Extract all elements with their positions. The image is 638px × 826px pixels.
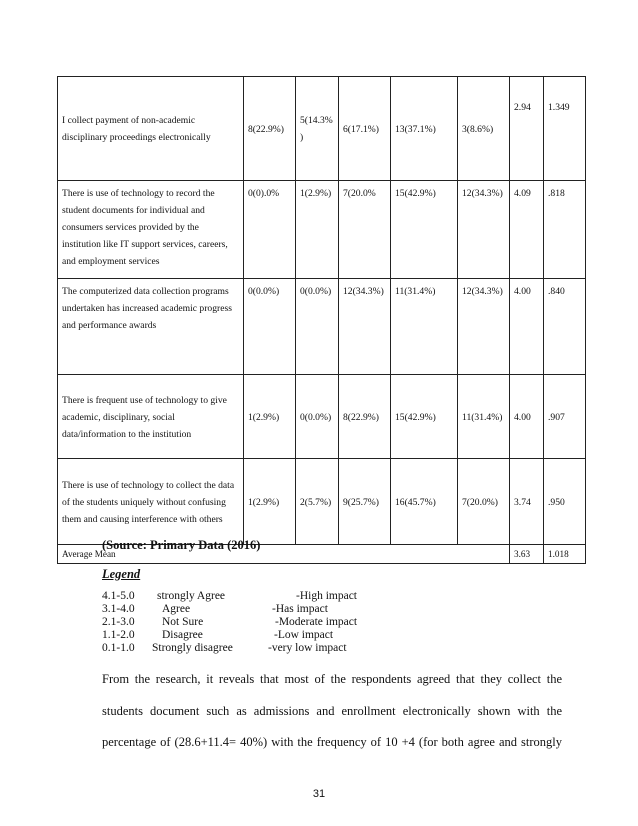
not-sure-cell: 12(34.3%) [339,279,391,375]
statement-cell: There is use of technology to collect the data of the students uniquely without confusing them and causing interference with others [58,459,244,545]
table-row [58,459,586,545]
strongly-disagree-cell: 7(20.0%) [458,459,510,545]
legend-item [102,590,402,603]
legend-item [102,603,402,616]
agree-cell: 2(5.7%) [296,459,339,545]
std-cell: .907 [544,375,586,459]
agree-cell: 0(0.0%) [296,375,339,459]
legend-label: Agree [162,603,191,615]
strongly-agree-cell: 8(22.9%) [244,77,296,181]
mean-cell: 2.94 [510,77,544,181]
strongly-agree-cell: 1(2.9%) [244,459,296,545]
table-row [58,375,586,459]
strongly-agree-cell: 0(0).0% [244,181,296,279]
std-cell: .950 [544,459,586,545]
statement-cell: There is use of technology to record the student documents for individual and consumers services provided by the institution like IT support services, careers, and employment services [58,181,244,279]
disagree-cell: 11(31.4%) [391,279,458,375]
legend-impact: -Has impact [272,603,328,615]
source-note: (Source: Primary Data (2016) [102,538,261,552]
strongly-disagree-cell: 12(34.3%) [458,279,510,375]
strongly-agree-cell: 0(0.0%) [244,279,296,375]
statement-cell: There is frequent use of technology to give academic, disciplinary, social data/information to the institution [58,375,244,459]
legend-impact: -High impact [296,590,357,602]
legend-impact: -Low impact [274,629,334,641]
not-sure-cell: 9(25.7%) [339,459,391,545]
agree-cell: 0(0.0%) [296,279,339,375]
std-cell: .818 [544,181,586,279]
agree-cell: 1(2.9%) [296,181,339,279]
table-row [58,181,586,279]
legend-title: Legend [102,567,141,581]
strongly-disagree-cell: 12(34.3%) [458,181,510,279]
agree-cell: 5(14.3% ) [296,77,339,181]
table-row [58,77,586,181]
std-cell: .840 [544,279,586,375]
legend-label: strongly Agree [157,590,226,602]
results-table [57,76,586,564]
paragraph-line: students document such as admissions and enrollment electronically shown with the [102,703,562,718]
not-sure-cell: 7(20.0% [339,181,391,279]
std-cell: 1.349 [544,77,586,181]
disagree-cell: 13(37.1%) [391,77,458,181]
paragraph-line: percentage of (28.6+11.4= 40%) with the frequency of 10 +4 (for both agree and strongly [102,735,562,749]
strongly-disagree-cell: 11(31.4%) [458,375,510,459]
legend-range: 4.1-5.0 [102,590,135,602]
legend-impact: -very low impact [268,642,347,654]
strongly-disagree-cell: 3(8.6%) [458,77,510,181]
legend-range: 0.1-1.0 [102,642,135,654]
disagree-cell: 15(42.9%) [391,375,458,459]
legend-item [102,616,402,629]
mean-cell: 3.74 [510,459,544,545]
table-row [58,279,586,375]
legend-item [102,629,402,642]
average-mean: 3.63 [510,545,544,564]
average-label: Average Mean [58,545,510,564]
mean-cell: 4.00 [510,279,544,375]
legend-label: Disagree [162,629,203,641]
legend-range: 1.1-2.0 [102,629,135,641]
paragraph-line: From the research, it reveals that most of the respondents agreed that they collect the [102,672,562,686]
legend-label: Not Sure [162,616,204,628]
legend-list [102,590,402,655]
mean-cell: 4.09 [510,181,544,279]
legend-label: Strongly disagree [152,642,233,654]
legend-impact: -Moderate impact [275,616,358,628]
legend-item [102,642,402,655]
statement-cell: I collect payment of non-academic disciplinary proceedings electronically [58,77,244,181]
mean-cell: 4.00 [510,375,544,459]
not-sure-cell: 8(22.9%) [339,375,391,459]
page-number: 31 [312,788,326,800]
average-std: 1.018 [544,545,586,564]
legend-range: 2.1-3.0 [102,616,135,628]
not-sure-cell: 6(17.1%) [339,77,391,181]
statement-cell: The computerized data collection programs undertaken has increased academic progress and performance awards [58,279,244,375]
legend-range: 3.1-4.0 [102,603,135,615]
body-paragraph [102,664,562,759]
disagree-cell: 15(42.9%) [391,181,458,279]
disagree-cell: 16(45.7%) [391,459,458,545]
strongly-agree-cell: 1(2.9%) [244,375,296,459]
